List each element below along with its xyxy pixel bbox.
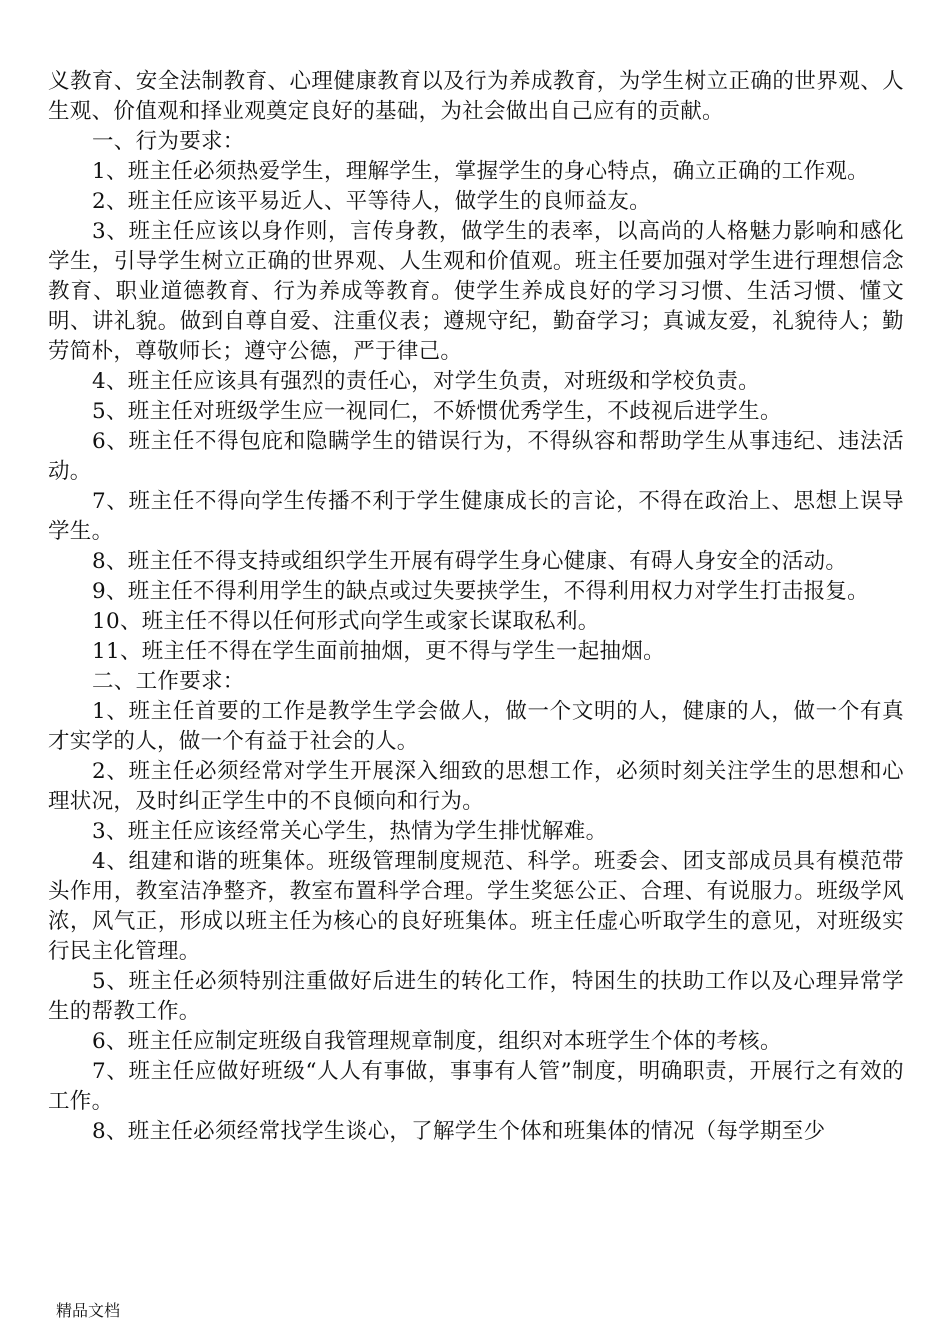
- behavior-item-8: 8、班主任不得支持或组织学生开展有碍学生身心健康、有碍人身安全的活动。: [92, 549, 848, 574]
- work-item-5: 5、班主任必须特别注重做好后进生的转化工作，特困生的扶助工作以及心理异常学生的帮教工作。: [48, 969, 904, 1024]
- work-item-8: 8、班主任必须经常找学生谈心，了解学生个体和班集体的情况（每学期至少: [92, 1119, 826, 1144]
- section-heading-behavior: 一、行为要求：: [92, 129, 245, 154]
- behavior-item-1: 1、班主任必须热爱学生，理解学生，掌握学生的身心特点，确立正确的工作观。: [92, 159, 869, 184]
- behavior-item-11: 11、班主任不得在学生面前抽烟，更不得与学生一起抽烟。: [92, 639, 665, 664]
- behavior-item-9: 9、班主任不得利用学生的缺点或过失要挟学生，不得利用权力对学生打击报复。: [92, 579, 869, 604]
- document-body: [48, 67, 904, 1147]
- behavior-item-5: 5、班主任对班级学生应一视同仁，不娇惯优秀学生，不歧视后进学生。: [92, 399, 782, 424]
- work-item-1: 1、班主任首要的工作是教学生学会做人，做一个文明的人，健康的人，做一个有真才实学的人，做一个有益于社会的人。: [48, 699, 904, 754]
- behavior-item-6: 6、班主任不得包庇和隐瞒学生的错误行为，不得纵容和帮助学生从事违纪、违法活动。: [48, 429, 904, 484]
- behavior-item-3: 3、班主任应该以身作则，言传身教，做学生的表率，以高尚的人格魅力影响和感化学生，引导学生树立正确的世界观、人生观和价值观。班主任要加强对学生进行理想信念教育、职业道德教育、行为养成等教育。使学生养成良好的学习习惯、生活习惯、懂文明、讲礼貌。做到自尊自爱、注重仪表；遵规守纪，勤奋学习；真诚友爱，礼貌待人；勤劳简朴，尊敬师长；遵守公德，严于律己。: [48, 219, 904, 364]
- behavior-item-10: 10、班主任不得以任何形式向学生或家长谋取私利。: [92, 609, 600, 634]
- work-item-2: 2、班主任必须经常对学生开展深入细致的思想工作，必须时刻关注学生的思想和心理状况，及时纠正学生中的不良倾向和行为。: [48, 759, 904, 814]
- behavior-item-4: 4、班主任应该具有强烈的责任心，对学生负责，对班级和学校负责。: [92, 369, 760, 394]
- work-item-7: 7、班主任应做好班级“人人有事做，事事有人管”制度，明确职责，开展行之有效的工作。: [48, 1059, 904, 1114]
- behavior-item-7: 7、班主任不得向学生传播不利于学生健康成长的言论，不得在政治上、思想上误导学生。: [48, 489, 904, 544]
- footer-label: 精品文档: [56, 1301, 121, 1320]
- work-item-4: 4、组建和谐的班集体。班级管理制度规范、科学。班委会、团支部成员具有模范带头作用，教室洁净整齐，教室布置科学合理。学生奖惩公正、合理、有说服力。班级学风浓，风气正，形成以班主任为核心的良好班集体。班主任虚心听取学生的意见，对班级实行民主化管理。: [48, 849, 904, 964]
- work-item-3: 3、班主任应该经常关心学生，热情为学生排忧解难。: [92, 819, 608, 844]
- section-heading-work: 二、工作要求：: [92, 669, 245, 694]
- paragraph-intro: 义教育、安全法制教育、心理健康教育以及行为养成教育，为学生树立正确的世界观、人生观、价值观和择业观奠定良好的基础，为社会做出自己应有的贡献。: [48, 69, 904, 124]
- behavior-item-2: 2、班主任应该平易近人、平等待人，做学生的良师益友。: [92, 189, 651, 214]
- work-item-6: 6、班主任应制定班级自我管理规章制度，组织对本班学生个体的考核。: [92, 1029, 782, 1054]
